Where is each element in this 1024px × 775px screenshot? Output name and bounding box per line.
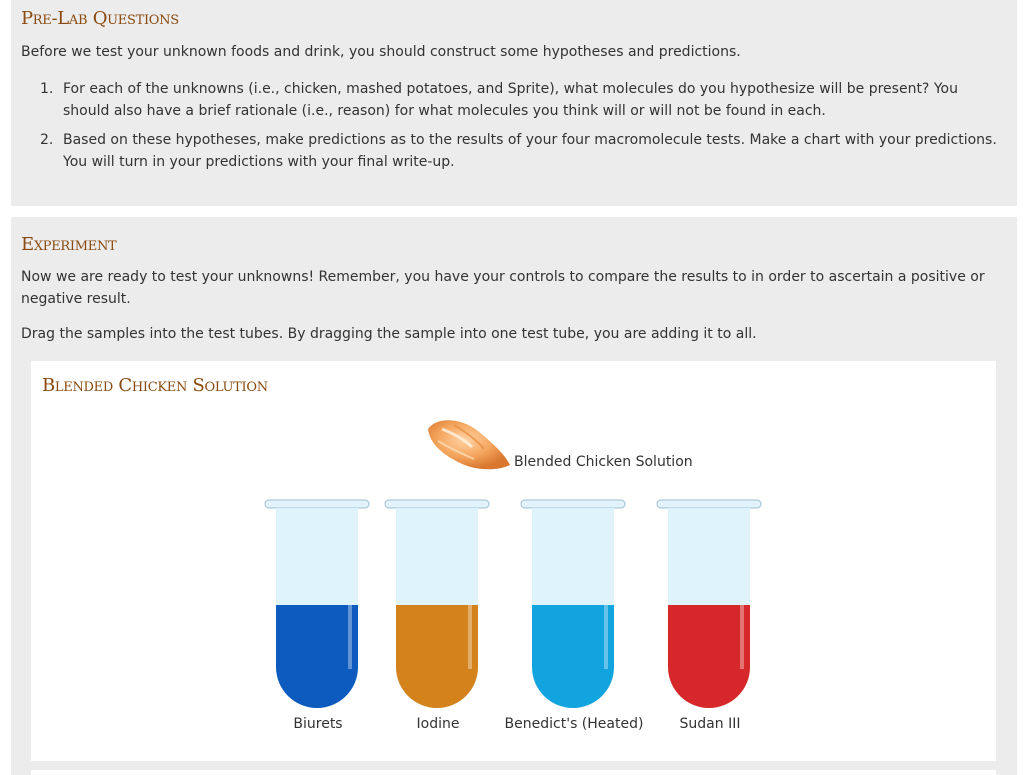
prelab-panel xyxy=(11,0,1017,206)
list-item xyxy=(21,129,1001,173)
test-tube-sudan-iii[interactable] xyxy=(656,499,764,712)
tube-label-iodine: Iodine xyxy=(416,716,460,732)
test-tube-iodine[interactable] xyxy=(384,499,492,712)
tube-liquid xyxy=(532,605,614,708)
tube-label-biurets: Biurets xyxy=(293,716,343,732)
experiment-title: Experiment xyxy=(21,234,117,255)
question-number: 1. xyxy=(40,81,54,97)
tube-label-benedicts: Benedict's (Heated) xyxy=(504,716,644,732)
experiment-instructions: Drag the samples into the test tubes. By dragging the sample into one test tube, you are adding it to all. xyxy=(21,326,757,342)
prelab-title: Pre-Lab Questions xyxy=(21,8,179,29)
tube-label-sudan-iii: Sudan III xyxy=(679,716,741,732)
sample-label: Blended Chicken Solution xyxy=(514,454,693,470)
experiment-intro: Now we are ready to test your unknowns! Remember, you have your controls to compare the results to in order to ascertain a positive or negative result. xyxy=(21,269,985,307)
next-card-edge xyxy=(31,770,996,775)
question-text: Based on these hypotheses, make predictions as to the results of your four macromolecule tests. Make a chart with your predictions. You will turn in your predictions with your final write-up. xyxy=(63,132,997,170)
list-item xyxy=(21,78,1001,122)
prelab-intro: Before we test your unknown foods and drink, you should construct some hypotheses and predictions. xyxy=(21,44,741,60)
question-text: For each of the unknowns (i.e., chicken, mashed potatoes, and Sprite), what molecules do you hypothesize will be present? You should also have a brief rationale (i.e., reason) for what molecules you think will or will not be found in each. xyxy=(63,81,958,119)
chicken-sample-draggable[interactable] xyxy=(424,415,514,473)
question-number: 2. xyxy=(40,132,54,148)
tube-liquid xyxy=(668,605,750,708)
tube-liquid xyxy=(276,605,358,708)
experiment-panel xyxy=(11,217,1017,775)
sample-card xyxy=(31,361,996,761)
tube-liquid xyxy=(396,605,478,708)
prelab-question-list xyxy=(21,78,1001,180)
sample-card-title: Blended Chicken Solution xyxy=(42,375,268,396)
test-tube-biurets[interactable] xyxy=(264,499,372,712)
test-tube-benedicts[interactable] xyxy=(520,499,628,712)
